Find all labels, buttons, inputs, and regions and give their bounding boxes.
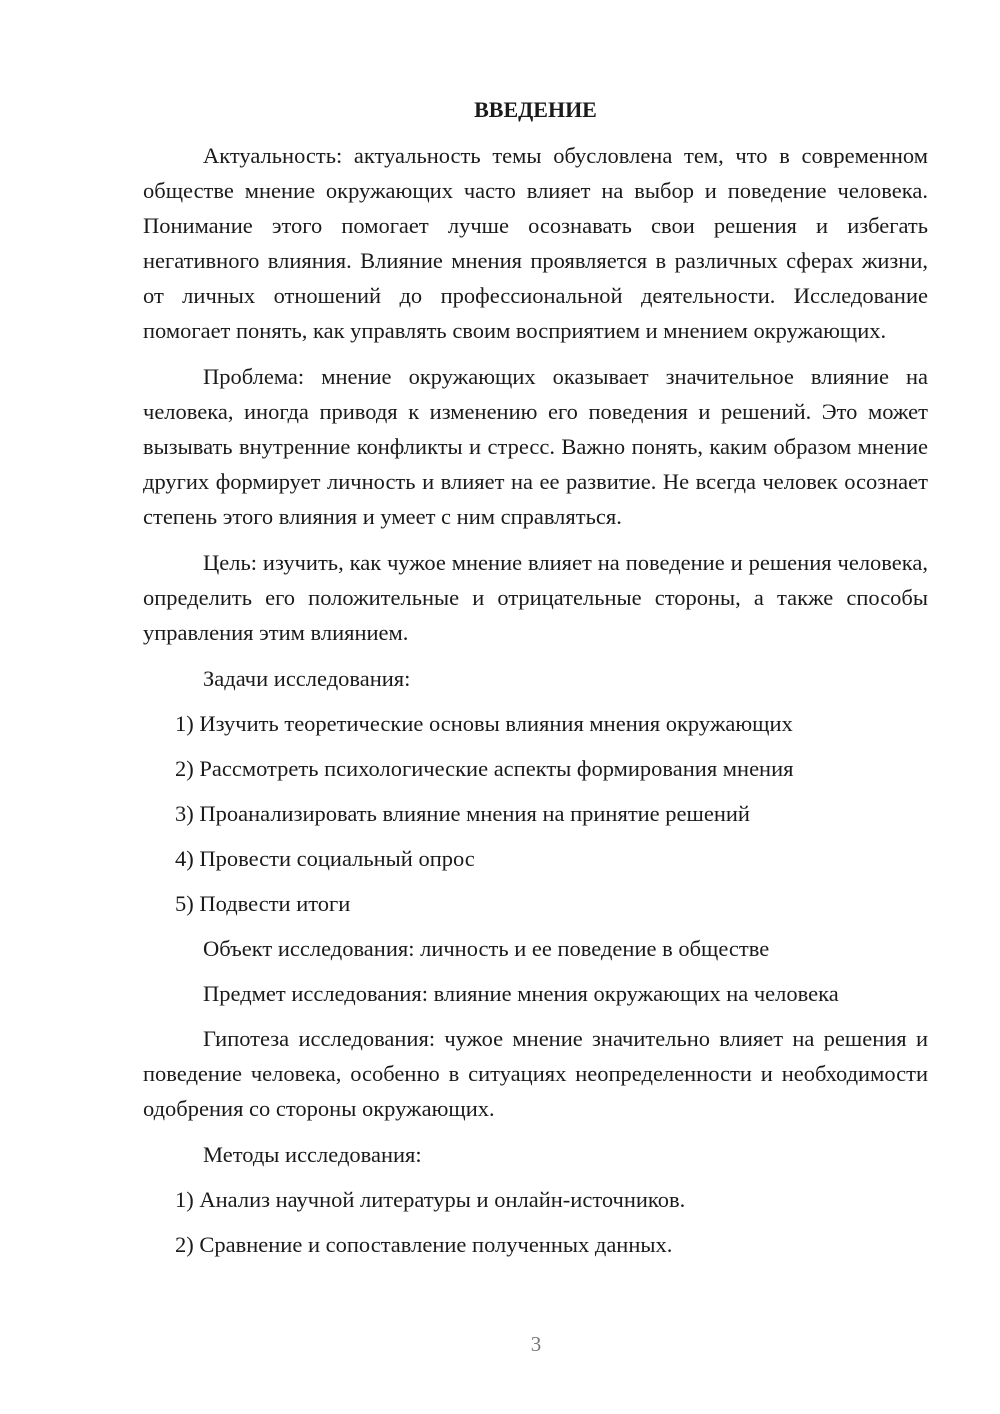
task-item: 3) Проанализировать влияние мнения на принятие решений (175, 801, 750, 826)
task-item: 4) Провести социальный опрос (175, 846, 475, 871)
page-number: 3 (530, 1332, 542, 1356)
problem-paragraph: Проблема: мнение окружающих оказывает значительное влияние на человека, иногда приводя к изменению его поведения и решений. Это может вызывать внутренние конфликты и стресс. Важно понять, каким образом мнение других формирует личность и влияет на ее развитие. Не всегда человек осознает степень этого влияния и умеет с ним справляться. (143, 364, 928, 529)
relevance-paragraph: Актуальность: актуальность темы обусловлена тем, что в современном обществе мнение окружающих часто влияет на выбор и поведение человека. Понимание этого помогает лучше осознавать свои решения и избегать негативного влияния. Влияние мнения проявляется в различных сферах жизни, от личных отношений до профессиональной деятельности. Исследование помогает понять, как управлять своим восприятием и мнением окружающих. (143, 143, 928, 343)
goal-paragraph: Цель: изучить, как чужое мнение влияет на поведение и решения человека, определить его положительные и отрицательные стороны, а также способы управления этим влиянием. (143, 550, 928, 645)
method-item: 1) Анализ научной литературы и онлайн-источников. (175, 1187, 686, 1212)
research-subject: Предмет исследования: влияние мнения окружающих на человека (203, 981, 839, 1006)
methods-heading: Методы исследования: (203, 1142, 422, 1167)
task-item: 1) Изучить теоретические основы влияния мнения окружающих (175, 711, 793, 736)
research-object: Объект исследования: личность и ее поведение в обществе (203, 936, 770, 961)
page-title: ВВЕДЕНИЕ (474, 97, 597, 122)
hypothesis-paragraph: Гипотеза исследования: чужое мнение значительно влияет на решения и поведение человека, особенно в ситуациях неопределенности и необходимости одобрения со стороны окружающих. (143, 1026, 928, 1121)
task-item: 5) Подвести итоги (175, 891, 351, 916)
task-item: 2) Рассмотреть психологические аспекты формирования мнения (175, 756, 794, 781)
tasks-heading: Задачи исследования: (203, 666, 411, 691)
method-item: 2) Сравнение и сопоставление полученных данных. (175, 1232, 673, 1257)
document-page (143, 90, 928, 1272)
